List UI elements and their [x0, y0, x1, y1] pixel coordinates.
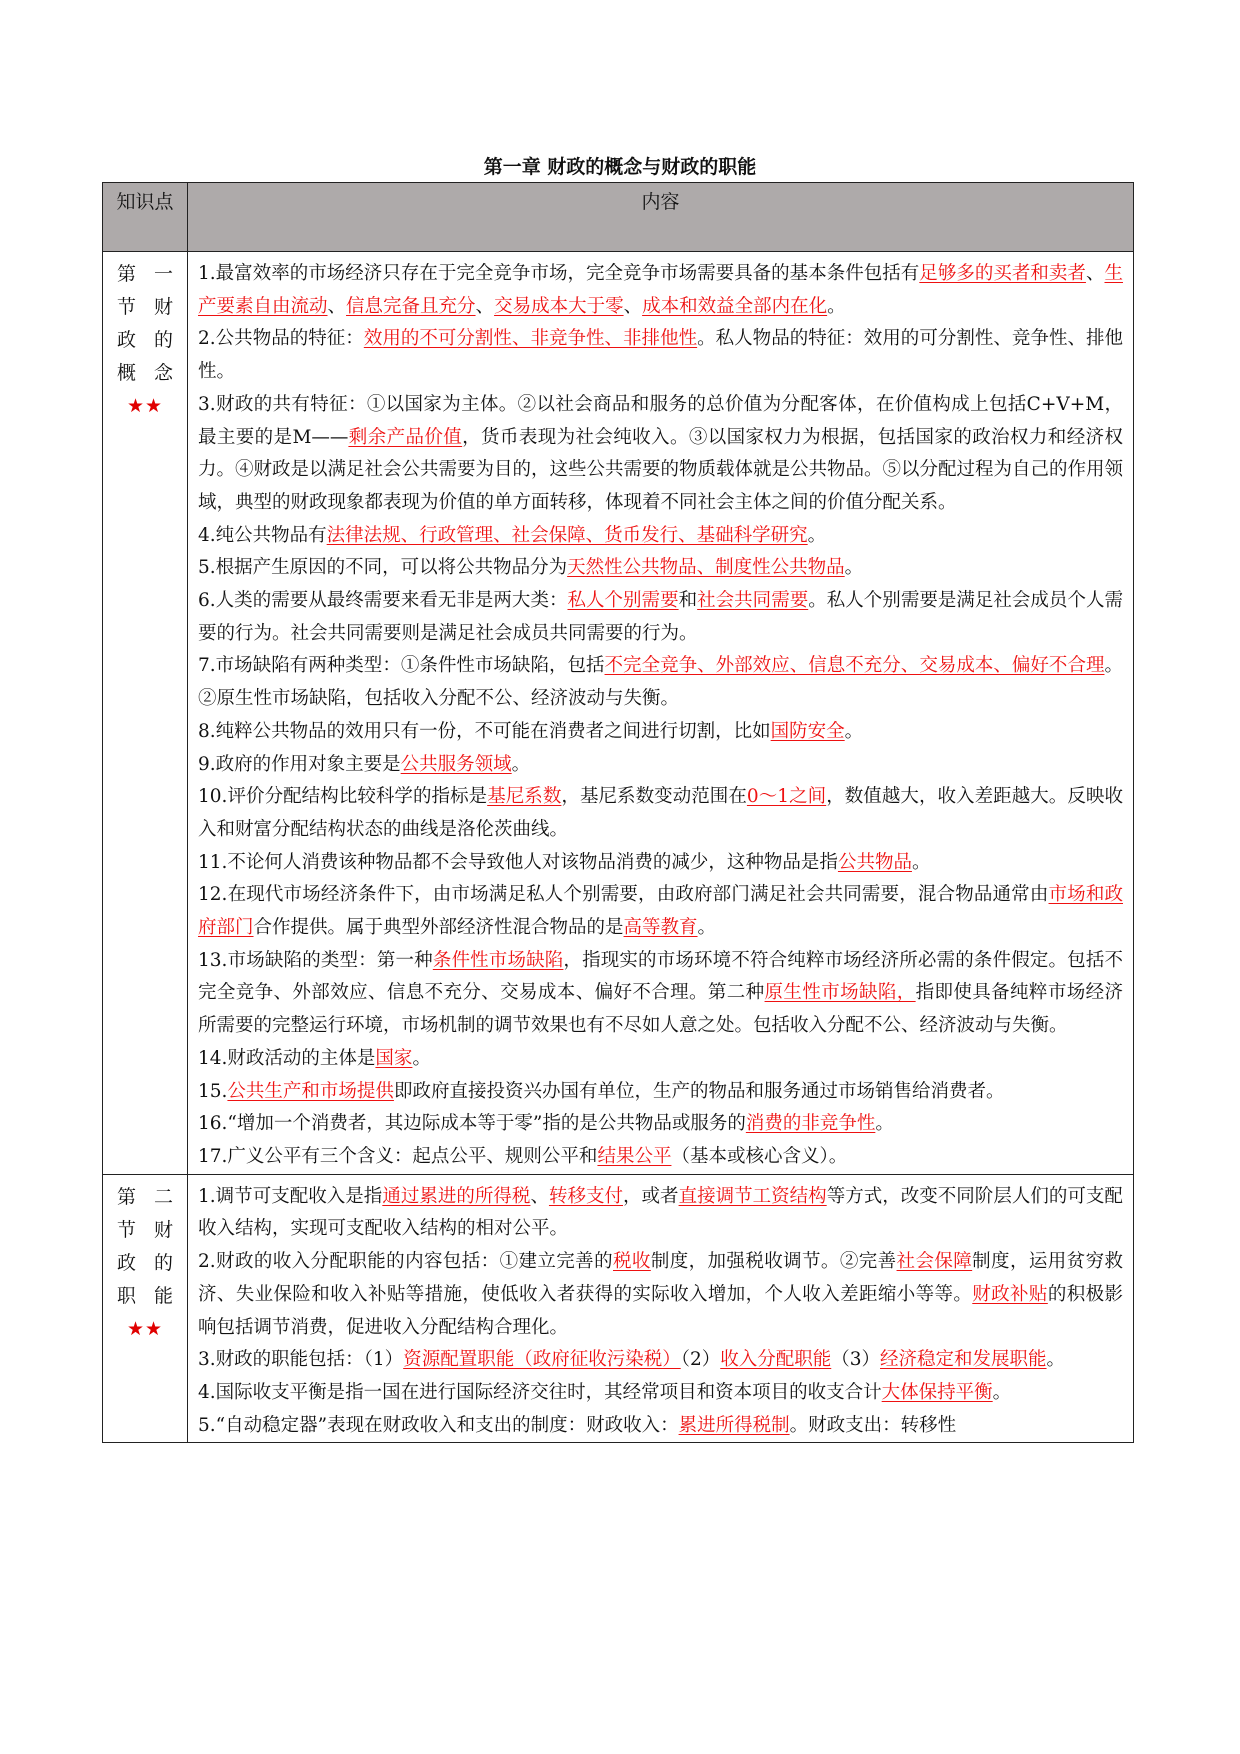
list-item — [198, 1377, 1123, 1410]
key-point-highlight: 经济稳定和发展职能 — [880, 1349, 1047, 1371]
list-item — [198, 847, 1123, 880]
key-point-highlight: 税收 — [613, 1251, 651, 1273]
key-point-highlight: 消费的非竞争性 — [745, 1113, 876, 1135]
item-text: 指即使具备纯粹市场经济所需要的完整运行环境，市场机制的调节效果也有不尽如人意之处。包括收入分配不公、经济波动与失衡。 — [198, 982, 1123, 1037]
section-name: 第一节 财政的概念 — [117, 263, 173, 384]
section-name: 第二节 财政的职能 — [117, 1185, 173, 1307]
item-text: 和 — [678, 590, 698, 612]
item-text: 1.调节可支配收入是指 — [198, 1185, 383, 1207]
item-text: 。财政支出：转移性 — [789, 1414, 957, 1436]
key-point-highlight: 交易成本大于零 — [494, 295, 624, 317]
list-item — [198, 1141, 1123, 1174]
knowledge-table — [102, 182, 1134, 1443]
item-text: 4.国际收支平衡是指一国在进行国际经济交往时，其经常项目和资本项目的收支合计 — [198, 1381, 882, 1403]
key-point-highlight: 收入分配职能 — [720, 1349, 832, 1371]
list-item — [198, 1410, 1123, 1443]
key-point-highlight: 不完全竞争、外部效应、信息不充分、交易成本、偏好不合理 — [604, 655, 1105, 677]
key-point-highlight: 财政补贴 — [972, 1283, 1048, 1305]
item-text: 。 — [911, 851, 931, 873]
item-text: 、 — [327, 295, 347, 317]
item-text: 。②原生性市场缺陷，包括收入分配不公、经济波动与失衡。 — [198, 655, 1123, 710]
list-item — [198, 323, 1123, 388]
key-point-highlight: 0～1之间 — [746, 786, 827, 808]
item-text: ，数值越大，收入差距越大。反映收入和财富分配结构状态的曲线是洛伦茨曲线。 — [198, 786, 1123, 840]
key-point-highlight: 公共服务领域 — [400, 753, 512, 775]
key-point-highlight: 大体保持平衡 — [881, 1381, 993, 1403]
list-item — [198, 749, 1123, 782]
key-point-highlight: 公共物品 — [837, 851, 912, 873]
key-point-highlight: 高等教育 — [623, 917, 698, 939]
key-point-highlight: 效用的不可分割性、非竞争性、非排他性 — [363, 328, 698, 350]
star-rating-icon: ★★ — [126, 395, 164, 417]
item-text: 制度，运用贫穷救济、失业保险和收入补贴等措施，使低收入者获得的实际收入增加，个人收入差距缩小等等。 — [198, 1251, 1123, 1305]
item-text: 。 — [807, 524, 827, 546]
list-item — [198, 552, 1123, 585]
header-content: 内容 — [188, 183, 1134, 252]
table-header-row — [103, 183, 1134, 252]
key-point-highlight: 成本和效益全部内在化 — [642, 295, 828, 317]
item-text: 5.根据产生原因的不同，可以将公共物品分为 — [198, 557, 568, 579]
item-text: ，基尼系数变动范围在 — [561, 786, 747, 808]
list-item — [198, 879, 1123, 944]
list-item — [198, 781, 1123, 846]
item-text: 。 — [511, 753, 531, 775]
item-text: 、 — [530, 1185, 549, 1207]
item-text: 3.财政的职能包括：（1） — [198, 1349, 404, 1371]
key-point-highlight: 社会保障 — [896, 1251, 973, 1273]
item-text: 。 — [697, 917, 717, 939]
item-text: 16.“增加一个消费者，其边际成本等于零”指的是公共物品或服务的 — [198, 1113, 746, 1135]
header-knowledge-point: 知识点 — [103, 183, 188, 252]
star-rating-icon: ★★ — [126, 1317, 164, 1340]
key-point-highlight: 社会共同需要 — [697, 590, 809, 612]
item-text: （基本或核心含义）。 — [671, 1145, 848, 1167]
list-item — [198, 1043, 1123, 1076]
table-row — [103, 1174, 1134, 1443]
item-text: 2.财政的收入分配职能的内容包括：①建立完善的 — [198, 1251, 613, 1273]
item-text: （2） — [680, 1349, 721, 1371]
key-point-highlight: 原生性市场缺陷， — [764, 982, 916, 1004]
key-point-highlight: 转移支付 — [548, 1185, 624, 1207]
list-item — [198, 1076, 1123, 1109]
item-text: 。 — [827, 295, 846, 317]
item-text: 即政府直接投资兴办国有单位，生产的物品和服务通过市场销售给消费者。 — [393, 1080, 1005, 1102]
item-text: 。私人物品的特征：效用的可分割性、竞争性、排他性。 — [198, 328, 1123, 383]
key-point-highlight: 市场和政府部门 — [198, 884, 1123, 939]
list-item — [198, 585, 1123, 650]
list-item — [198, 1108, 1123, 1141]
item-text: 14.财政活动的主体是 — [198, 1047, 376, 1069]
key-point-highlight: 公共生产和市场提供 — [227, 1080, 394, 1102]
key-point-highlight: 条件性市场缺陷 — [432, 949, 564, 971]
item-text: 制度，加强税收调节。②完善 — [650, 1251, 897, 1273]
key-point-highlight: 国防安全 — [770, 720, 845, 742]
key-point-highlight: 私人个别需要 — [567, 590, 679, 612]
item-text: 15. — [198, 1080, 228, 1102]
item-text: 。 — [412, 1047, 431, 1069]
item-text: 的积极影响包括调节消费，促进收入分配结构合理化。 — [198, 1283, 1123, 1338]
key-point-highlight: 基尼系数 — [487, 786, 562, 808]
key-point-highlight: 生产要素自由流动 — [198, 263, 1123, 317]
item-text: 9.政府的作用对象主要是 — [198, 753, 401, 775]
key-point-highlight: 直接调节工资结构 — [678, 1185, 827, 1207]
key-point-highlight: 国家 — [375, 1047, 413, 1069]
list-item — [198, 1344, 1123, 1377]
list-item — [198, 650, 1123, 715]
key-point-highlight: 法律法规、行政管理、社会保障、货币发行、基础科学研究 — [326, 524, 808, 546]
key-point-highlight: 资源配置职能（政府征收污染税） — [403, 1349, 681, 1371]
item-text: 13.市场缺陷的类型：第一种 — [198, 949, 433, 971]
list-item — [198, 258, 1123, 323]
section-cell — [103, 252, 188, 1175]
section-cell — [103, 1174, 188, 1443]
item-text: 。 — [1046, 1349, 1066, 1371]
page-title: 第一章 财政的概念与财政的职能 — [483, 156, 757, 178]
key-point-highlight: 信息完备且充分 — [346, 295, 476, 317]
content-cell — [188, 252, 1134, 1175]
item-text: 3.财政的共有特征：①以国家为主体。②以社会商品和服务的总价值为分配客体，在价值构成上包括C+V+M，最主要的是M—— — [198, 393, 1123, 448]
key-point-highlight: 剩余产品价值 — [348, 426, 463, 448]
item-text: ，指现实的市场环境不符合纯粹市场经济所必需的条件假定。包括不完全竞争、外部效应、信息不充分、交易成本、偏好不合理。第二种 — [198, 949, 1123, 1004]
key-point-highlight: 通过累进的所得税 — [382, 1185, 531, 1207]
item-text: 8.纯粹公共物品的效用只有一份，不可能在消费者之间进行切割，比如 — [198, 720, 771, 742]
item-text: 。 — [844, 720, 864, 742]
item-text: 等方式，改变不同阶层人们的可支配收入结构，实现可支配收入结构的相对公平。 — [198, 1185, 1123, 1240]
list-item — [198, 945, 1123, 1043]
item-text: 、 — [475, 295, 495, 317]
key-point-highlight: 累进所得税制 — [678, 1414, 790, 1436]
item-text: 1.最富效率的市场经济只存在于完全竞争市场，完全竞争市场需要具备的基本条件包括有 — [198, 263, 920, 284]
item-text: 7.市场缺陷有两种类型：①条件性市场缺陷，包括 — [198, 655, 605, 677]
list-item — [198, 1246, 1123, 1344]
item-text: 2.公共物品的特征： — [198, 328, 364, 350]
table-row — [103, 252, 1134, 1175]
list-item — [198, 716, 1123, 749]
list-item — [198, 1181, 1123, 1246]
item-text: 、 — [623, 295, 643, 317]
list-item — [198, 520, 1123, 553]
item-text: 合作提供。属于典型外部经济性混合物品的是 — [253, 917, 624, 939]
item-text: 、 — [1085, 263, 1105, 284]
key-point-highlight: 结果公平 — [597, 1145, 672, 1167]
item-text: 。 — [992, 1381, 1012, 1403]
item-text: 5.“自动稳定器”表现在财政收入和支出的制度：财政收入： — [198, 1414, 679, 1436]
item-text: ，或者 — [623, 1185, 679, 1207]
item-text: ，货币表现为社会纯收入。③以国家权力为根据，包括国家的政治权力和经济权力。④财政是以满足社会公共需要为目的，这些公共需要的物质载体就是公共物品。⑤以分配过程为自己的作用领域，典型的财政现象都表现为价值的单方面转移，体现着不同社会主体之间的价值分配关系。 — [198, 426, 1124, 513]
key-point-highlight: 足够多的买者和卖者 — [919, 263, 1086, 284]
item-text: 6.人类的需要从最终需要来看无非是两大类： — [198, 590, 568, 612]
item-text: 。 — [875, 1113, 894, 1135]
item-text: 。 — [844, 557, 864, 579]
content-cell — [188, 1174, 1134, 1443]
item-text: 17.广义公平有三个含义：起点公平、规则公平和 — [198, 1145, 598, 1167]
item-text: 4.纯公共物品有 — [198, 524, 327, 546]
item-text: 10.评价分配结构比较科学的指标是 — [198, 786, 488, 808]
item-text: 11.不论何人消费该种物品都不会导致他人对该物品消费的减少，这种物品是指 — [198, 851, 838, 873]
item-text: 12.在现代市场经济条件下，由市场满足私人个别需要，由政府部门满足社会共同需要，混合物品通常由 — [198, 884, 1049, 906]
item-text: （3） — [831, 1349, 881, 1371]
list-item — [198, 389, 1123, 520]
key-point-highlight: 天然性公共物品、制度性公共物品 — [567, 557, 845, 579]
item-text: 。私人个别需要是满足社会成员个人需要的行为。社会共同需要则是满足社会成员共同需要的行为。 — [198, 590, 1123, 644]
